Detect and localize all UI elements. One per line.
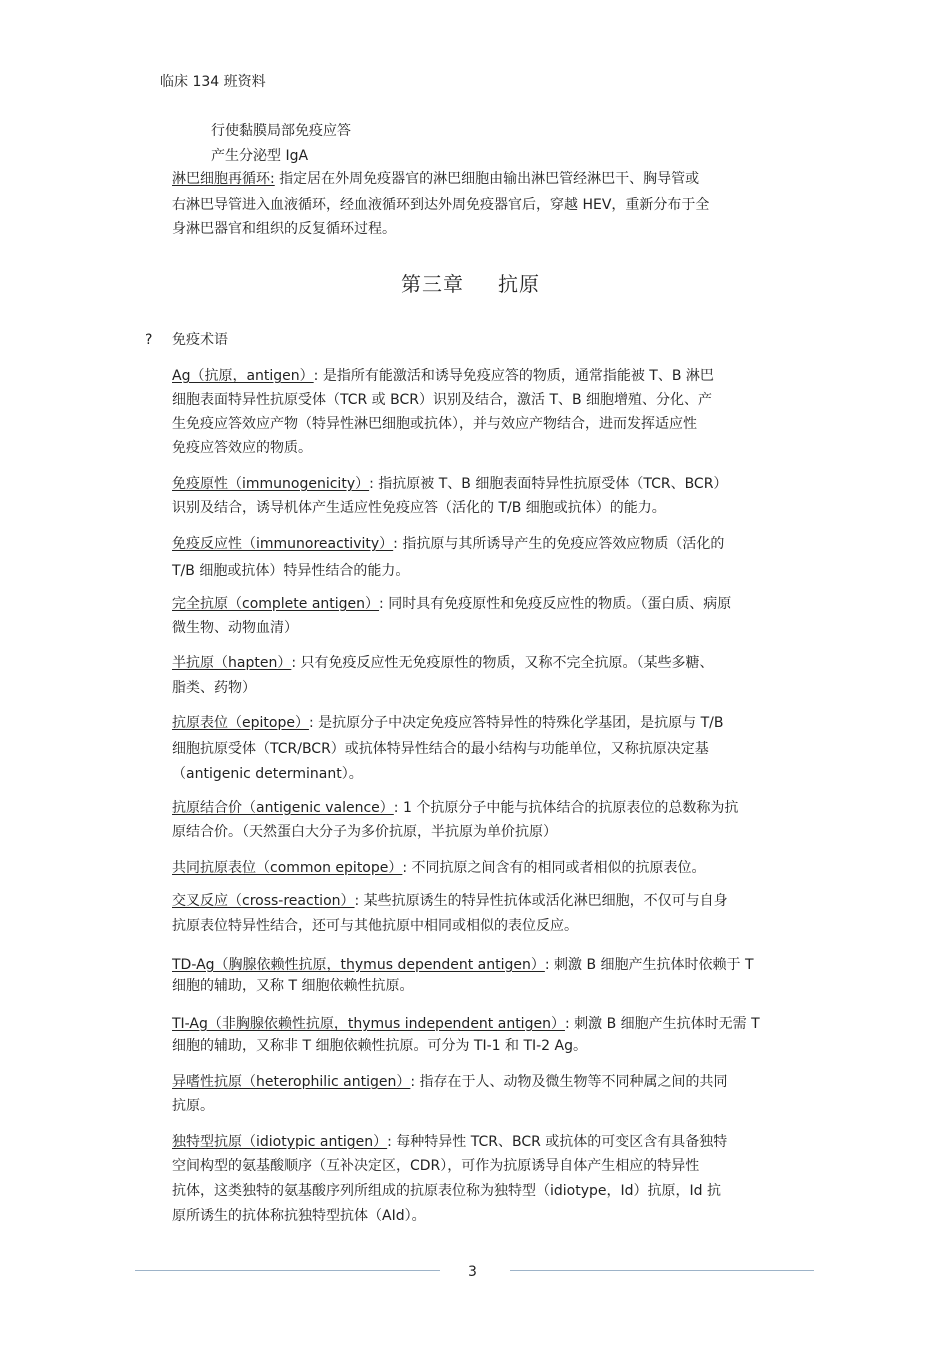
definition-line: 右淋巴导管进入血液循环，经血液循环到达外周免疫器官后，穿越 HEV，重新分布于全: [172, 197, 710, 213]
definition-line: 细胞表面特异性抗原受体（TCR 或 BCR）识别及结合，激活 T、B 细胞增殖、分化、产: [172, 392, 713, 408]
definition-term: TI-Ag（非胸腺依赖性抗原，thymus independent antigen）: [172, 1016, 565, 1032]
definition-line: 抗原结合价（antigenic valence）: 1 个抗原分子中能与抗体结合的抗原表位的总数称为抗: [172, 800, 739, 816]
definition-term: 独特型抗原（idiotypic antigen）: [172, 1134, 388, 1150]
chapter-title: [401, 268, 540, 297]
definition-term: 免疫原性（immunogenicity）: [172, 476, 370, 492]
definition-line: 细胞的辅助，又称非 T 细胞依赖性抗原。可分为 TI-1 和 TI-2 Ag。: [172, 1038, 587, 1054]
definition-line: 免疫反应性（immunoreactivity）: 指抗原与其所诱导产生的免疫应答效应物质（活化的: [172, 536, 725, 552]
definition-term: 异嗜性抗原（heterophilic antigen）: [172, 1074, 411, 1090]
section-heading: 免疫术语: [172, 332, 228, 348]
definition-term: 抗原结合价（antigenic valence）: [172, 800, 394, 816]
list-item: 行使黏膜局部免疫应答: [211, 123, 351, 139]
list-item: 产生分泌型 IgA: [211, 148, 309, 164]
definition-line: 抗原表位（epitope）: 是抗原分子中决定免疫应答特异性的特殊化学基团，是抗原与 T/B: [172, 715, 724, 731]
definition-line: 脂类、药物）: [172, 680, 256, 696]
definition-line: 抗原表位特异性结合，还可与其他抗原中相同或相似的表位反应。: [172, 918, 578, 934]
section-marker: ?: [145, 332, 153, 348]
definition-line: 免疫原性（immunogenicity）: 指抗原被 T、B 细胞表面特异性抗原受体（TCR、BCR）: [172, 476, 728, 492]
chapter-name: 抗原: [498, 272, 540, 296]
definition-line: 原结合价。（天然蛋白大分子为多价抗原，半抗原为单价抗原）: [172, 824, 557, 840]
definition-line: 抗原。: [172, 1098, 214, 1114]
definition-line: 完全抗原（complete antigen）: 同时具有免疫原性和免疫反应性的物质。（蛋白质、病原: [172, 596, 732, 612]
page-number: 3: [468, 1264, 477, 1280]
definition-line: 异嗜性抗原（heterophilic antigen）: 指存在于人、动物及微生物等不同种属之间的共同: [172, 1074, 728, 1090]
definition-term: Ag（抗原，antigen）: [172, 368, 314, 384]
footer-rule-right: [510, 1270, 814, 1271]
definition-term: 免疫反应性（immunoreactivity）: [172, 536, 394, 552]
definition-line: 身淋巴器官和组织的反复循环过程。: [172, 221, 396, 237]
definition-line: TD-Ag（胸腺依赖性抗原，thymus dependent antigen）: 刺激 B 细胞产生抗体时依赖于 T: [172, 957, 754, 973]
definition-line: 微生物、动物血清）: [172, 620, 298, 636]
definition-line: Ag（抗原，antigen）: 是指所有能激活和诱导免疫应答的物质，通常指能被 T、B 淋巴: [172, 368, 714, 384]
definition-line: 原所诱生的抗体称抗独特型抗体（AId）。: [172, 1208, 426, 1224]
definition-term: TD-Ag（胸腺依赖性抗原，thymus dependent antigen）: [172, 957, 545, 973]
definition-line: 生免疫应答效应产物（特异性淋巴细胞或抗体），并与效应产物结合，进而发挥适应性: [172, 416, 697, 432]
definition-line: TI-Ag（非胸腺依赖性抗原，thymus independent antigen）: 刺激 B 细胞产生抗体时无需 T: [172, 1016, 760, 1032]
definition-line: 识别及结合，诱导机体产生适应性免疫应答（活化的 T/B 细胞或抗体）的能力。: [172, 500, 666, 516]
definition-line: 免疫应答效应的物质。: [172, 440, 312, 456]
definition-term: 交叉反应（cross-reaction）: [172, 893, 355, 909]
definition-line: T/B 细胞或抗体）特异性结合的能力。: [172, 563, 410, 579]
definition-term: 淋巴细胞再循环:: [172, 171, 275, 187]
definition-line: 交叉反应（cross-reaction）: 某些抗原诱生的特异性抗体或活化淋巴细胞，不仅可与自身: [172, 893, 728, 909]
footer-rule-left: [135, 1270, 440, 1271]
definition-term: 半抗原（hapten）: [172, 655, 292, 671]
definition-line: 细胞抗原受体（TCR/BCR）或抗体特异性结合的最小结构与功能单位，又称抗原决定基: [172, 741, 709, 757]
definition-term: 共同抗原表位（common epitope）: [172, 860, 403, 876]
chapter-number: 第三章: [401, 272, 464, 296]
definition-line: 半抗原（hapten）: 只有免疫反应性无免疫原性的物质，又称不完全抗原。（某些多糖、: [172, 655, 714, 671]
definition-term: 抗原表位（epitope）: [172, 715, 309, 731]
definition-line: （antigenic determinant）。: [172, 766, 363, 782]
definition-line: 抗体，这类独特的氨基酸序列所组成的抗原表位称为独特型（idiotype，Id）抗原，Id 抗: [172, 1183, 721, 1199]
definition-line: 细胞的辅助，又称 T 细胞依赖性抗原。: [172, 978, 414, 994]
running-header: 临床 134 班资料: [160, 74, 266, 90]
definition-line: 淋巴细胞再循环: 指定居在外周免疫器官的淋巴细胞由输出淋巴管经淋巴干、胸导管或: [172, 171, 700, 187]
definition-line: 空间构型的氨基酸顺序（互补决定区，CDR），可作为抗原诱导自体产生相应的特异性: [172, 1158, 700, 1174]
definition-term: 完全抗原（complete antigen）: [172, 596, 380, 612]
definition-line: 共同抗原表位（common epitope）: 不同抗原之间含有的相同或者相似的抗原表位。: [172, 860, 706, 876]
definition-line: 独特型抗原（idiotypic antigen）: 每种特异性 TCR、BCR 或抗体的可变区含有具备独特: [172, 1134, 728, 1150]
